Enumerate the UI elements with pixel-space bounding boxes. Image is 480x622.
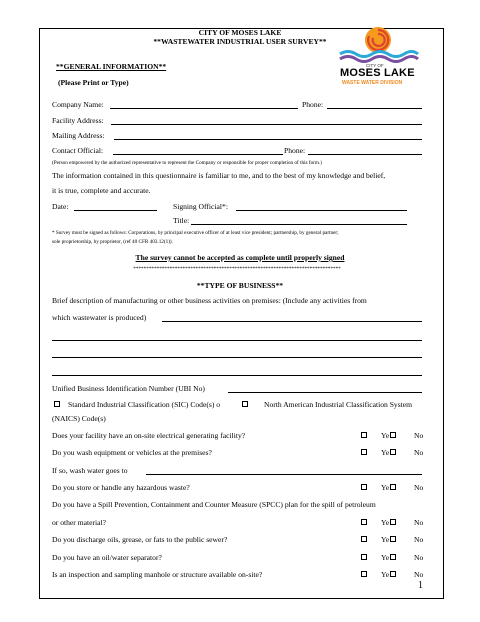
wash-no-checkbox[interactable] (390, 449, 396, 455)
manhole-yes-label: Ye (381, 570, 390, 579)
business-description-field-2[interactable] (52, 340, 422, 341)
company-name-field[interactable] (110, 108, 298, 109)
business-description-line1: Brief description of manufacturing or other business activities on premises: (Include any activities from (52, 296, 367, 305)
generator-yes-label: Ye (381, 431, 390, 440)
title-field[interactable] (191, 224, 407, 225)
generator-no-checkbox[interactable] (390, 432, 396, 438)
signature-footnote-line2: sole proprietorship, by proprietor, (ref 40 CFR 403.12(1)). (52, 239, 173, 245)
asterisk-separator: ******************************************************************************** (133, 266, 341, 272)
sic-label: Standard Industrial Classification (SIC) Code(s) o (68, 400, 221, 409)
question-spcc-line2: or other material? (52, 518, 106, 527)
discharge-no-label: No (414, 535, 424, 544)
contact-official-label: Contact Official: (52, 146, 104, 155)
discharge-no-checkbox[interactable] (390, 536, 396, 542)
signature-warning: The survey cannot be accepted as complete until properly signed (135, 253, 345, 262)
contact-official-field[interactable] (113, 154, 283, 155)
general-heading: **GENERAL INFORMATION** (56, 62, 167, 71)
logo-division: WASTE WATER DIVISION (342, 80, 403, 86)
discharge-yes-checkbox[interactable] (361, 536, 367, 542)
separator-no-label: No (414, 553, 424, 562)
sic-checkbox[interactable] (54, 401, 60, 407)
spcc-yes-label: Ye (381, 518, 390, 527)
moses-lake-logo (336, 22, 420, 94)
manhole-no-checkbox[interactable] (390, 571, 396, 577)
separator-yes-label: Ye (381, 553, 390, 562)
naics-label: North American Industrial Classification System (264, 400, 413, 409)
generator-no-label: No (414, 431, 424, 440)
question-spcc-line1: Do you have a Spill Prevention, Containment and Counter Measure (SPCC) plan for the spill of petroleum (52, 500, 376, 509)
spcc-no-label: No (414, 518, 424, 527)
question-generator: Does your facility have an on-site electrical generating facility? (52, 431, 246, 440)
question-hazardous: Do you store or handle any hazardous waste? (52, 483, 190, 492)
ubi-label: Unified Business Identification Number (UBI No) (52, 384, 205, 393)
signature-footnote-line1: * Survey must be signed as follows: Corporations, by principal executive officer of at least vice president; partnership, by general partner; (52, 230, 339, 236)
question-manhole: Is an inspection and sampling manhole or structure available on-site? (52, 570, 263, 579)
logo-name: MOSES LAKE (340, 67, 415, 79)
naics-label-line2: (NAICS) Code(s) (52, 414, 106, 423)
business-heading: **TYPE OF BUSINESS** (196, 281, 284, 290)
wash-water-destination-label: If so, wash water goes to (52, 466, 128, 475)
business-description-field-4[interactable] (52, 375, 422, 376)
wash-yes-checkbox[interactable] (361, 449, 367, 455)
naics-checkbox[interactable] (242, 401, 248, 407)
contact-phone-field[interactable] (308, 154, 422, 155)
mailing-address-label: Mailing Address: (52, 131, 105, 140)
spcc-yes-checkbox[interactable] (361, 519, 367, 525)
page-number: 1 (418, 580, 423, 591)
business-description-line2: which wastewater is produced) (52, 313, 147, 322)
certify-text-line1: The information contained in this questionnaire is familiar to me, and to the best of my knowledge and belief, (52, 171, 386, 180)
generator-yes-checkbox[interactable] (361, 432, 367, 438)
contact-phone-label: Phone: (284, 146, 306, 155)
wash-yes-label: Ye (381, 448, 390, 457)
signing-official-field[interactable] (236, 210, 407, 211)
hazardous-yes-checkbox[interactable] (361, 484, 367, 490)
wash-water-destination-field[interactable] (146, 474, 422, 475)
question-discharge: Do you discharge oils, grease, or fats to the public sewer? (52, 535, 228, 544)
discharge-yes-label: Ye (381, 535, 390, 544)
date-label: Date: (52, 202, 69, 211)
facility-address-field[interactable] (111, 124, 422, 125)
separator-no-checkbox[interactable] (390, 554, 396, 560)
separator-yes-checkbox[interactable] (361, 554, 367, 560)
manhole-no-label: No (414, 570, 424, 579)
survey-title: **WASTEWATER INDUSTRIAL USER SURVEY** (153, 37, 327, 46)
city-heading: CITY OF MOSES LAKE (198, 28, 282, 37)
wash-no-label: No (414, 448, 424, 457)
hazardous-no-checkbox[interactable] (390, 484, 396, 490)
title-label: Title: (173, 216, 190, 225)
hazardous-no-label: No (414, 483, 424, 492)
certify-text-line2: it is true, complete and accurate. (52, 186, 151, 195)
business-description-field-3[interactable] (52, 357, 422, 358)
phone-field[interactable] (327, 108, 422, 109)
date-field[interactable] (74, 210, 157, 211)
company-name-label: Company Name: (52, 100, 104, 109)
logo-city-of: CITY OF (366, 63, 384, 68)
mailing-address-field[interactable] (114, 139, 422, 140)
empowered-note: (Person empowered by the authorized representative to represent the Company or responsible for proper completion of this form.) (52, 160, 322, 166)
ubi-field[interactable] (228, 392, 422, 393)
signing-official-label: Signing Official*: (173, 202, 228, 211)
spcc-no-checkbox[interactable] (390, 519, 396, 525)
hazardous-yes-label: Ye (381, 483, 390, 492)
question-wash: Do you wash equipment or vehicles at the premises? (52, 448, 212, 457)
general-subheading: (Please Print or Type) (58, 78, 129, 87)
question-separator: Do you have an oil/water separator? (52, 553, 162, 562)
facility-address-label: Facility Address: (52, 116, 104, 125)
phone-label: Phone: (302, 100, 324, 109)
business-description-field-1[interactable] (162, 321, 422, 322)
manhole-yes-checkbox[interactable] (361, 571, 367, 577)
